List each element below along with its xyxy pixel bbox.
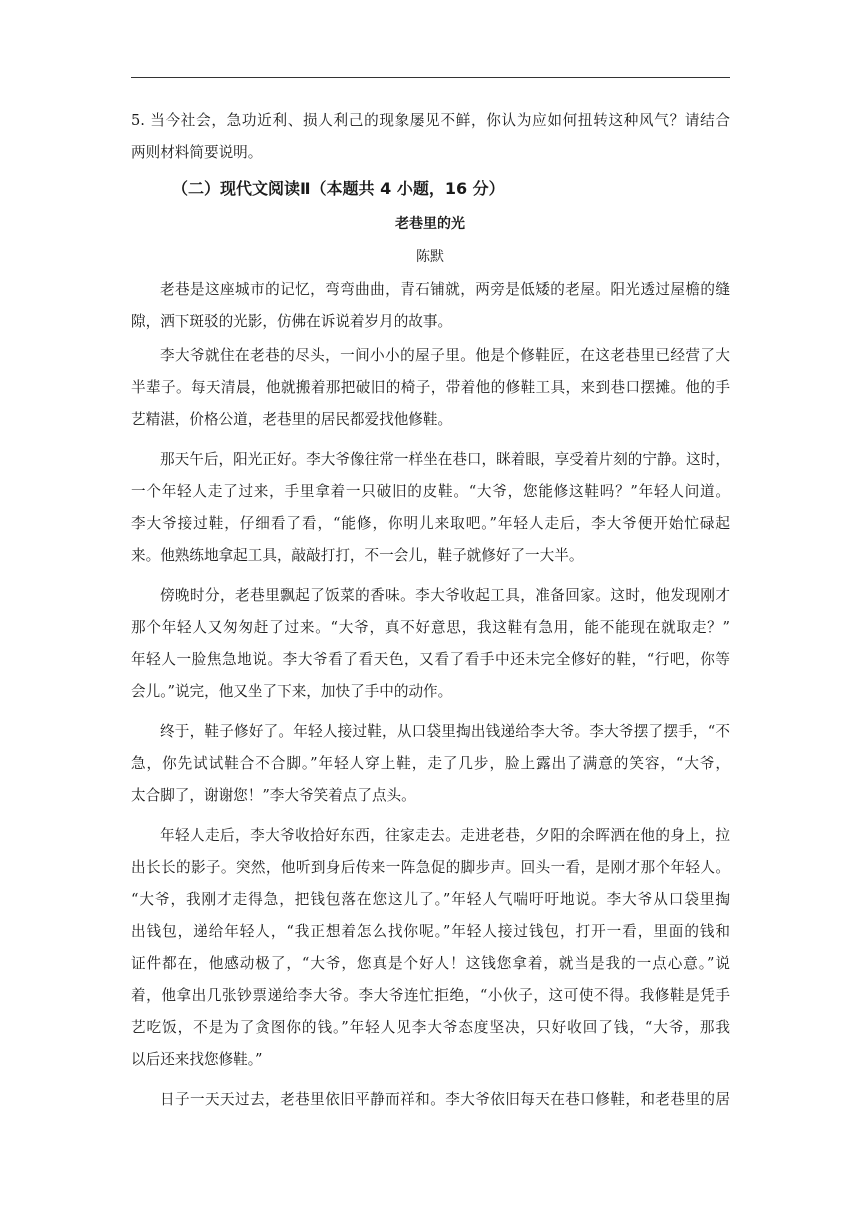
header-rule: [131, 77, 730, 78]
article-line: “大爷，我刚才走得急，把钱包落在您这儿了。”年轻人气喘吁吁地说。李大爷从口袋里掏: [131, 891, 730, 908]
article-line: 会儿。”说完，他又坐了下来，加快了手中的动作。: [131, 683, 453, 700]
article-line: 年轻人一脸焦急地说。李大爷看了看天色，又看了看手中还未完全修好的鞋，“行吧，你等: [131, 651, 730, 668]
article-author: 陈默: [416, 249, 444, 265]
article-line: 日子一天天过去，老巷里依旧平静而祥和。李大爷依旧每天在巷口修鞋，和老巷里的居: [160, 1091, 730, 1108]
article-line: 终于，鞋子修好了。年轻人接过鞋，从口袋里掏出钱递给李大爷。李大爷摆了摆手，“不: [160, 723, 730, 740]
question-line: 两则材料简要说明。: [131, 144, 263, 161]
article-line: 一个年轻人走了过来，手里拿着一只破旧的皮鞋。“大爷，您能修这鞋吗？”年轻人问道。: [131, 483, 730, 500]
article-line: 老巷是这座城市的记忆，弯弯曲曲，青石铺就，两旁是低矮的老屋。阳光透过屋檐的缝: [160, 281, 730, 298]
article-line: 来。他熟练地拿起工具，敲敲打打，不一会儿，鞋子就修好了一大半。: [131, 547, 584, 564]
article-title: 老巷里的光: [395, 216, 465, 232]
article-line: 那个年轻人又匆匆赶了过来。“大爷，真不好意思，我这鞋有急用，能不能现在就取走？”: [131, 619, 730, 636]
article-line: 证件都在，他感动极了，“大爷，您真是个好人！这钱您拿着，就当是我的一点心意。”说: [131, 955, 730, 972]
article-line: 艺精湛，价格公道，老巷里的居民都爱找他修鞋。: [131, 411, 453, 428]
article-line: 着，他拿出几张钞票递给李大爷。李大爷连忙拒绝，“小伙子，这可使不得。我修鞋是凭手: [131, 987, 730, 1004]
article-line: 艺吃饭，不是为了贪图你的钱。”年轻人见李大爷态度坚决，只好收回了钱，“大爷，那我: [131, 1019, 730, 1036]
article-line: 那天午后，阳光正好。李大爷像往常一样坐在巷口，眯着眼，享受着片刻的宁静。这时，: [160, 451, 730, 468]
article-line: 出长长的影子。突然，他听到身后传来一阵急促的脚步声。回头一看，是刚才那个年轻人。: [131, 859, 730, 876]
article-line: 年轻人走后，李大爷收拾好东西，往家走去。走进老巷，夕阳的余晖洒在他的身上，拉: [160, 827, 730, 844]
article-line: 李大爷接过鞋，仔细看了看，“能修，你明儿来取吧。”年轻人走后，李大爷便开始忙碌起: [131, 515, 730, 532]
article-line: 李大爷就住在老巷的尽头，一间小小的屋子里。他是个修鞋匠，在这老巷里已经营了大: [160, 347, 730, 364]
section-heading: （二）现代文阅读Ⅱ（本题共 4 小题，16 分）: [172, 179, 505, 198]
article-line: 隙，洒下斑驳的光影，仿佛在诉说着岁月的故事。: [131, 313, 453, 330]
article-line: 太合脚了，谢谢您！”李大爷笑着点了点头。: [131, 787, 416, 804]
article-line: 傍晚时分，老巷里飘起了饭菜的香味。李大爷收起工具，准备回家。这时，他发现刚才: [160, 587, 730, 604]
article-line: 以后还来找您修鞋。”: [131, 1051, 263, 1068]
article-line: 急，你先试试鞋合不合脚。”年轻人穿上鞋，走了几步，脸上露出了满意的笑容，“大爷，: [131, 755, 730, 772]
question-line: 5. 当今社会，急功近利、损人利己的现象屡见不鲜，你认为应如何扭转这种风气？请结合: [131, 112, 730, 129]
article-line: 半辈子。每天清晨，他就搬着那把破旧的椅子，带着他的修鞋工具，来到巷口摆摊。他的手: [131, 379, 730, 396]
article-line: 出钱包，递给年轻人，“我正想着怎么找你呢。”年轻人接过钱包，打开一看，里面的钱和: [131, 923, 730, 940]
